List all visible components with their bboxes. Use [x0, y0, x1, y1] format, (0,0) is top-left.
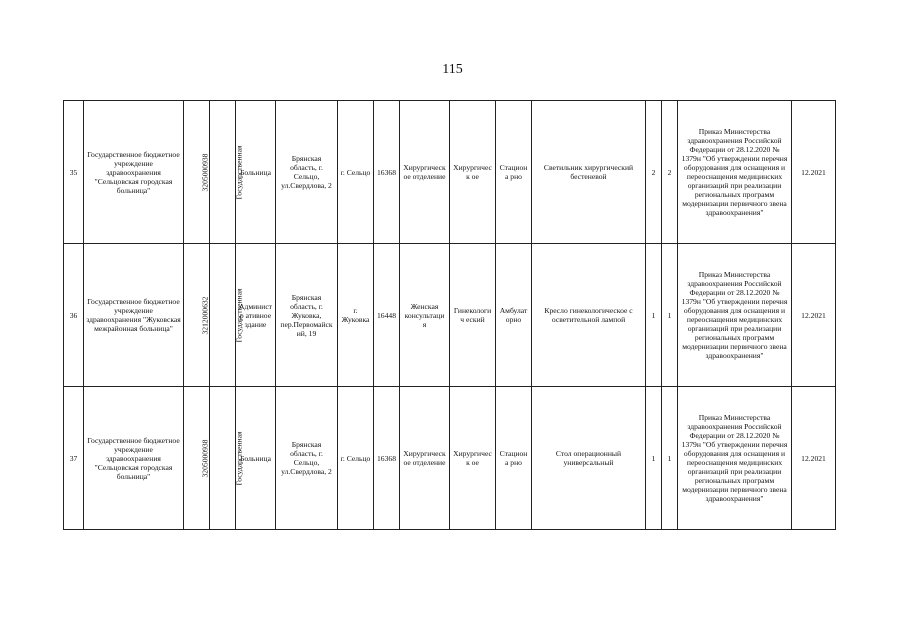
row-number: 36 — [64, 244, 84, 387]
profile-cell: Хирургическ ое — [450, 101, 496, 244]
city-cell: г. Сельцо — [338, 101, 374, 244]
code-cell: 3205000938 — [184, 387, 210, 530]
date-cell: 12.2021 — [792, 101, 836, 244]
ownership-cell: Государственная — [210, 387, 236, 530]
equipment-cell: Стол операционный универсальный — [532, 387, 646, 530]
care-type-cell: Амбулат орно — [496, 244, 532, 387]
order-cell: Приказ Министерства здравоохранения Российской Федерации от 28.12.2020 № 1379н "Об утверждении перечня оборудования для оснащения и переоснащения медицинских организаций при реализации региональных программ модернизации первичного звена здравоохранения" — [678, 101, 792, 244]
care-type-cell: Стациона рно — [496, 387, 532, 530]
care-type-cell: Стациона рно — [496, 101, 532, 244]
qty-fact-cell: 2 — [662, 101, 678, 244]
address-cell: Брянская область, г. Сельцо, ул.Свердлова, 2 — [276, 101, 338, 244]
profile-cell: Хирургическ ое — [450, 387, 496, 530]
page-number: 115 — [442, 62, 463, 77]
city-cell: г. Сельцо — [338, 387, 374, 530]
table-row — [64, 244, 836, 387]
institution-cell: Государственное бюджетное учреждение здравоохранения "Сельцовская городская больница" — [84, 387, 184, 530]
department-cell: Женская консультаци я — [400, 244, 450, 387]
code-cell: 3205000938 — [184, 101, 210, 244]
zip-cell: 16368 — [374, 101, 400, 244]
date-cell: 12.2021 — [792, 244, 836, 387]
date-cell: 12.2021 — [792, 387, 836, 530]
profile-cell: Гинекологич еский — [450, 244, 496, 387]
qty-plan-cell: 1 — [646, 387, 662, 530]
ownership-cell: Государственная — [210, 101, 236, 244]
department-cell: Хирургическ ое отделение — [400, 387, 450, 530]
building-cell: Больница — [236, 101, 276, 244]
zip-cell: 16368 — [374, 387, 400, 530]
institution-cell: Государственное бюджетное учреждение здравоохранения "Жуковская межрайонная больница" — [84, 244, 184, 387]
table-row — [64, 387, 836, 530]
address-cell: Брянская область, г. Жуковка, пер.Первомайск ий, 19 — [276, 244, 338, 387]
row-number: 35 — [64, 101, 84, 244]
department-cell: Хирургическ ое отделение — [400, 101, 450, 244]
qty-plan-cell: 1 — [646, 244, 662, 387]
code-cell: 3212000632 — [184, 244, 210, 387]
city-cell: г. Жуковка — [338, 244, 374, 387]
equipment-cell: Светильник хирургический бестеневой — [532, 101, 646, 244]
order-cell: Приказ Министерства здравоохранения Российской Федерации от 28.12.2020 № 1379н "Об утверждении перечня оборудования для оснащения и переоснащения медицинских организаций при реализации региональных программ модернизации первичного звена здравоохранения" — [678, 387, 792, 530]
equipment-table — [63, 100, 836, 530]
equipment-cell: Кресло гинекологическое с осветительной лампой — [532, 244, 646, 387]
qty-fact-cell: 1 — [662, 244, 678, 387]
row-number: 37 — [64, 387, 84, 530]
table-row — [64, 101, 836, 244]
ownership-cell: Государственная — [210, 244, 236, 387]
qty-plan-cell: 2 — [646, 101, 662, 244]
building-cell: Больница — [236, 387, 276, 530]
institution-cell: Государственное бюджетное учреждение здравоохранения "Сельцовская городская больница" — [84, 101, 184, 244]
zip-cell: 16448 — [374, 244, 400, 387]
building-cell: Администр ативное здание — [236, 244, 276, 387]
order-cell: Приказ Министерства здравоохранения Российской Федерации от 28.12.2020 № 1379н "Об утверждении перечня оборудования для оснащения и переоснащения медицинских организаций при реализации региональных программ модернизации первичного звена здравоохранения" — [678, 244, 792, 387]
address-cell: Брянская область, г. Сельцо, ул.Свердлова, 2 — [276, 387, 338, 530]
qty-fact-cell: 1 — [662, 387, 678, 530]
